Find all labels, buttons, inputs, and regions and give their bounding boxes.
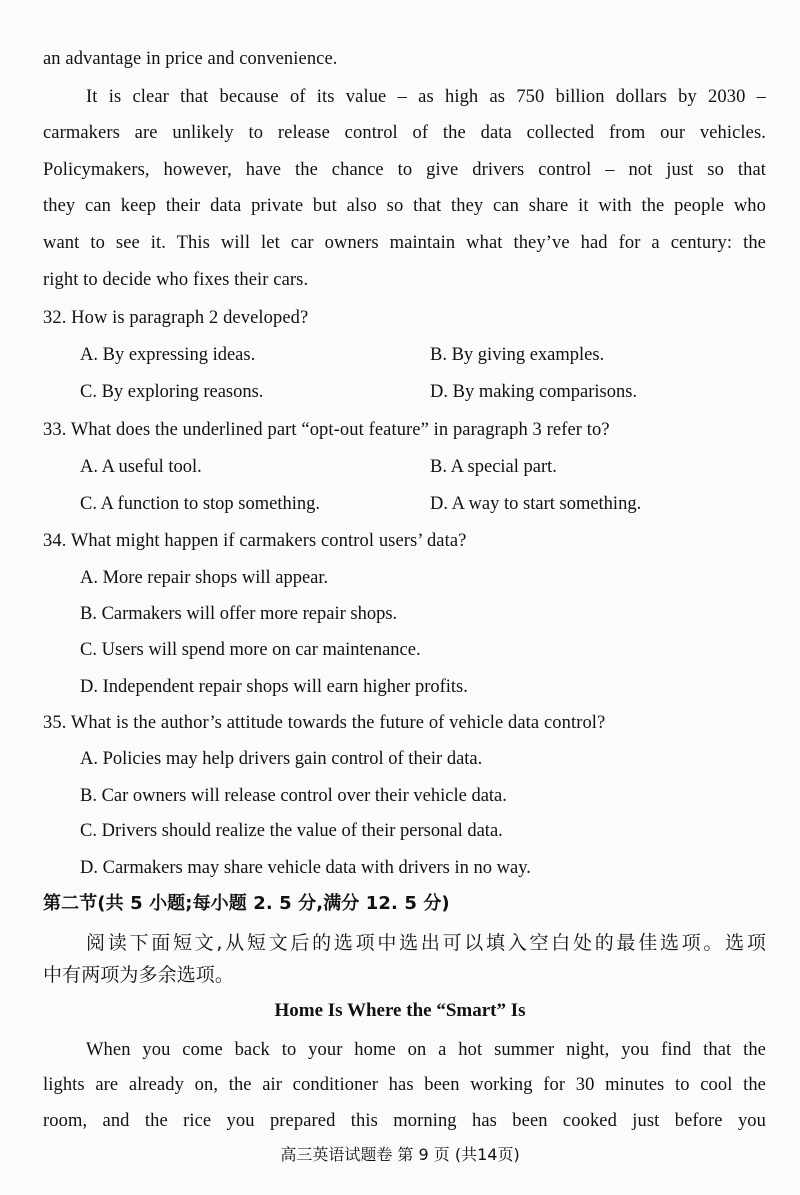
question-33-option-a[interactable]: A. A useful tool.: [80, 457, 202, 477]
question-34-option-c[interactable]: C. Users will spend more on car maintenance.: [80, 640, 421, 660]
question-35-option-c[interactable]: C. Drivers should realize the value of their personal data.: [80, 821, 503, 841]
question-33-option-c[interactable]: C. A function to stop something.: [80, 494, 320, 514]
question-34-option-b[interactable]: B. Carmakers will offer more repair shops.: [80, 604, 398, 624]
passage-paragraph-line: It is clear that because of its value – as high as 750 billion dollars by 2030 –: [86, 87, 766, 107]
passage-paragraph-line: Policymakers, however, have the chance to give drivers control – not just so that: [43, 160, 766, 180]
question-35-stem: 35. What is the author’s attitude towards the future of vehicle data control?: [43, 713, 606, 733]
question-33-stem: 33. What does the underlined part “opt-out feature” in paragraph 3 refer to?: [43, 420, 610, 440]
question-34-option-d[interactable]: D. Independent repair shops will earn higher profits.: [80, 677, 468, 697]
question-35-option-b[interactable]: B. Car owners will release control over their vehicle data.: [80, 786, 507, 806]
section-2-heading: 第二节(共 5 小题;每小题 2. 5 分,满分 12. 5 分): [43, 893, 450, 914]
page-footer: 高三英语试题卷 第 9 页 (共14页): [280, 1145, 520, 1164]
question-34-option-a[interactable]: A. More repair shops will appear.: [80, 568, 329, 588]
question-32-option-c[interactable]: C. By exploring reasons.: [80, 382, 264, 402]
section-2-body-line: lights are already on, the air conditioner has been working for 30 minutes to cool the: [43, 1075, 766, 1095]
question-35-option-d[interactable]: D. Carmakers may share vehicle data with drivers in no way.: [80, 858, 531, 878]
section-2-body-line: room, and the rice you prepared this morning has been cooked just before you: [43, 1111, 766, 1131]
question-32-stem: 32. How is paragraph 2 developed?: [43, 308, 309, 328]
question-33-option-b[interactable]: B. A special part.: [430, 457, 557, 477]
passage-paragraph-line: right to decide who fixes their cars.: [43, 270, 309, 290]
question-32-option-b[interactable]: B. By giving examples.: [430, 345, 605, 365]
question-35-option-a[interactable]: A. Policies may help drivers gain control of their data.: [80, 749, 483, 769]
passage-line-0: an advantage in price and convenience.: [43, 49, 338, 69]
passage-title: Home Is Where the “Smart” Is: [274, 1000, 526, 1021]
passage-paragraph-line: they can keep their data private but also so that they can share it with the people who: [43, 196, 766, 216]
passage-paragraph-line: carmakers are unlikely to release control of the data collected from our vehicles.: [43, 123, 766, 143]
passage-paragraph-line: want to see it. This will let car owners maintain what they’ve had for a century: the: [43, 233, 766, 253]
question-33-option-d[interactable]: D. A way to start something.: [430, 494, 642, 514]
section-2-instruction-line-1: 阅读下面短文,从短文后的选项中选出可以填入空白处的最佳选项。选项: [86, 932, 766, 954]
section-2-instruction-line-2: 中有两项为多余选项。: [43, 964, 235, 986]
question-34-stem: 34. What might happen if carmakers control users’ data?: [43, 531, 467, 551]
question-32-option-a[interactable]: A. By expressing ideas.: [80, 345, 256, 365]
question-32-option-d[interactable]: D. By making comparisons.: [430, 382, 638, 402]
section-2-body-line: When you come back to your home on a hot summer night, you find that the: [86, 1040, 766, 1060]
